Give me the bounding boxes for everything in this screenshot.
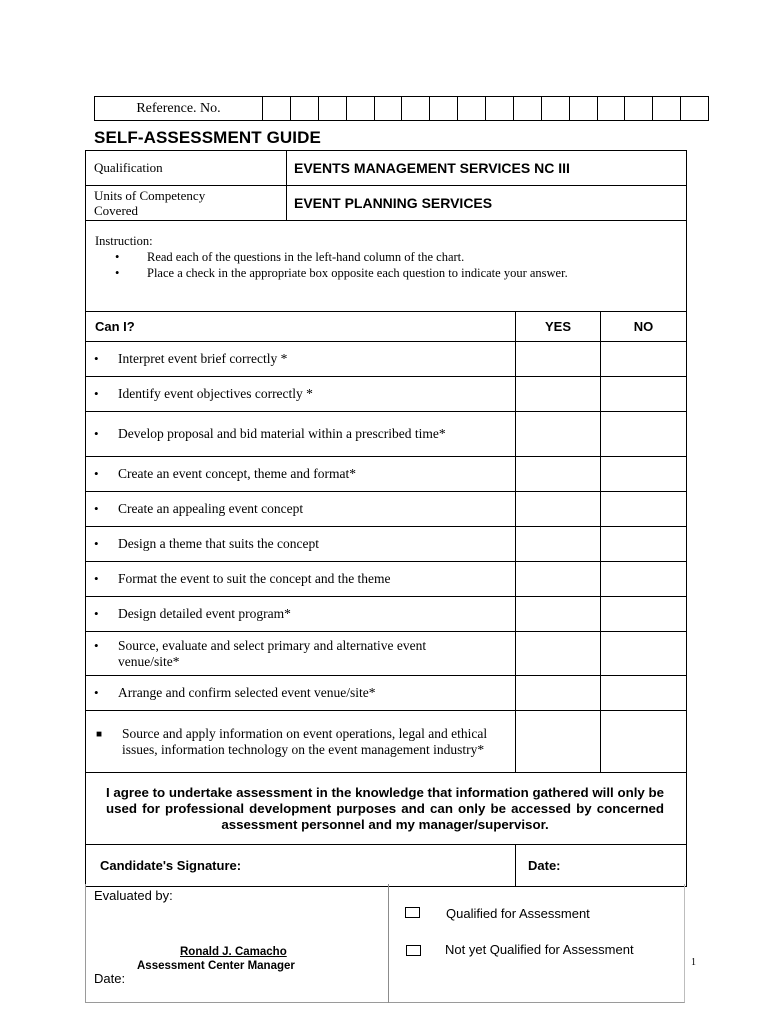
reference-box[interactable] — [402, 97, 430, 121]
bullet-icon: • — [94, 571, 99, 586]
no-checkbox-cell[interactable] — [601, 457, 687, 492]
header-yes: YES — [516, 312, 601, 342]
reference-number-table — [94, 96, 709, 121]
instruction-item-text: Read each of the questions in the left-hand column of the chart. — [147, 250, 465, 264]
signature-date-field[interactable]: Date: — [516, 845, 687, 887]
question-row — [86, 457, 687, 492]
question-text: Arrange and confirm selected event venue/site* — [118, 685, 376, 700]
bullet-icon: • — [94, 637, 99, 653]
bullet-icon: • — [94, 466, 99, 481]
question-cell — [86, 676, 516, 711]
units-label — [86, 186, 287, 221]
yes-checkbox-cell[interactable] — [516, 412, 601, 457]
yes-checkbox-cell[interactable] — [516, 597, 601, 632]
bullet-icon: • — [94, 685, 99, 700]
yes-checkbox-cell[interactable] — [516, 711, 601, 773]
yes-checkbox-cell[interactable] — [516, 457, 601, 492]
evaluation-divider — [388, 884, 389, 1003]
question-row — [86, 597, 687, 632]
question-cell — [86, 632, 516, 676]
bullet-icon: • — [94, 386, 99, 401]
question-text: Identify event objectives correctly * — [118, 386, 313, 401]
question-row — [86, 562, 687, 597]
instruction-item: • Read each of the questions in the left-hand column of the chart. — [115, 250, 465, 264]
no-checkbox-cell[interactable] — [601, 377, 687, 412]
no-checkbox-cell[interactable] — [601, 342, 687, 377]
candidate-signature-field[interactable]: Candidate's Signature: — [86, 845, 516, 887]
reference-box[interactable] — [263, 97, 291, 121]
yes-checkbox-cell[interactable] — [516, 377, 601, 412]
square-bullet-icon: ■ — [96, 728, 103, 740]
reference-box[interactable] — [569, 97, 597, 121]
bullet-icon: • — [94, 426, 99, 441]
question-row — [86, 377, 687, 412]
reference-box[interactable] — [513, 97, 541, 121]
question-text: Design detailed event program* — [118, 606, 291, 621]
reference-box[interactable] — [653, 97, 681, 121]
reference-box[interactable] — [681, 97, 709, 121]
no-checkbox-cell[interactable] — [601, 492, 687, 527]
yes-checkbox-cell[interactable] — [516, 632, 601, 676]
manager-name: Ronald J. Camacho — [180, 946, 287, 958]
question-cell — [86, 377, 516, 412]
instruction-label: Instruction: — [95, 234, 153, 248]
question-row — [86, 492, 687, 527]
question-row — [86, 711, 687, 773]
question-row — [86, 632, 687, 676]
question-text: Interpret event brief correctly * — [118, 351, 288, 366]
yes-checkbox-cell[interactable] — [516, 676, 601, 711]
question-row — [86, 412, 687, 457]
qualified-label: Qualified for Assessment — [446, 906, 590, 921]
instruction-item-text: Place a check in the appropriate box opposite each question to indicate your answer. — [147, 266, 568, 280]
page-number: 1 — [691, 957, 696, 968]
page-title: SELF-ASSESSMENT GUIDE — [94, 128, 321, 147]
no-checkbox-cell[interactable] — [601, 412, 687, 457]
question-text: Create an event concept, theme and format* — [118, 466, 357, 481]
agreement-statement: I agree to undertake assessment in the knowledge that information gathered will only be used for professional development purposes and can only be accessed by concerned assessment personnel and my manager/supervisor. — [86, 773, 687, 845]
reference-label: Reference. No. — [95, 97, 263, 121]
question-text: Design a theme that suits the concept — [118, 536, 319, 551]
reference-box[interactable] — [430, 97, 458, 121]
instruction-item: • Place a check in the appropriate box opposite each question to indicate your answer. — [115, 266, 568, 280]
question-cell — [86, 711, 516, 773]
evaluation-date-field[interactable]: Date: — [94, 971, 126, 986]
reference-box[interactable] — [458, 97, 486, 121]
no-checkbox-cell[interactable] — [601, 676, 687, 711]
header-question: Can I? — [86, 312, 516, 342]
question-row — [86, 342, 687, 377]
not-qualified-checkbox[interactable] — [406, 945, 421, 956]
question-text: Develop proposal and bid material within a prescribed time* — [118, 426, 446, 441]
qualified-checkbox[interactable] — [405, 907, 420, 918]
units-value: EVENT PLANNING SERVICES — [287, 186, 687, 221]
no-checkbox-cell[interactable] — [601, 562, 687, 597]
header-no: NO — [601, 312, 687, 342]
reference-box[interactable] — [486, 97, 514, 121]
reference-box[interactable] — [374, 97, 402, 121]
question-row — [86, 527, 687, 562]
qualification-label: Qualification — [86, 151, 287, 186]
yes-checkbox-cell[interactable] — [516, 527, 601, 562]
question-cell — [86, 527, 516, 562]
bullet-icon: • — [94, 606, 99, 621]
question-cell — [86, 342, 516, 377]
question-text: Format the event to suit the concept and the theme — [118, 571, 391, 586]
no-checkbox-cell[interactable] — [601, 632, 687, 676]
instruction-list — [109, 249, 678, 281]
no-checkbox-cell[interactable] — [601, 597, 687, 632]
question-text: Create an appealing event concept — [118, 501, 304, 516]
qualification-value: EVENTS MANAGEMENT SERVICES NC III — [287, 151, 687, 186]
units-label-line1: Units of Competency — [94, 188, 206, 203]
manager-title: Assessment Center Manager — [137, 960, 295, 972]
question-text: Source, evaluate and select primary and alternative event venue/site* — [118, 637, 427, 669]
reference-box[interactable] — [318, 97, 346, 121]
no-checkbox-cell[interactable] — [601, 711, 687, 773]
question-row — [86, 676, 687, 711]
question-text: Source and apply information on event operations, legal and ethical issues, information technology on the event management industry* — [122, 725, 488, 757]
instruction-block — [86, 221, 687, 312]
question-cell — [86, 597, 516, 632]
reference-box[interactable] — [625, 97, 653, 121]
not-qualified-label: Not yet Qualified for Assessment — [445, 942, 634, 957]
question-cell — [86, 492, 516, 527]
question-cell — [86, 457, 516, 492]
reference-box[interactable] — [597, 97, 625, 121]
yes-checkbox-cell[interactable] — [516, 342, 601, 377]
question-cell — [86, 412, 516, 457]
yes-checkbox-cell[interactable] — [516, 492, 601, 527]
bullet-icon: • — [94, 501, 99, 516]
no-checkbox-cell[interactable] — [601, 527, 687, 562]
question-cell — [86, 562, 516, 597]
reference-box[interactable] — [346, 97, 374, 121]
units-label-line2: Covered — [94, 203, 139, 218]
bullet-icon: • — [94, 536, 99, 551]
yes-checkbox-cell[interactable] — [516, 562, 601, 597]
reference-box[interactable] — [541, 97, 569, 121]
assessment-table — [85, 150, 687, 887]
evaluated-by-label: Evaluated by: — [94, 888, 173, 903]
bullet-icon: • — [94, 351, 99, 366]
reference-box[interactable] — [290, 97, 318, 121]
